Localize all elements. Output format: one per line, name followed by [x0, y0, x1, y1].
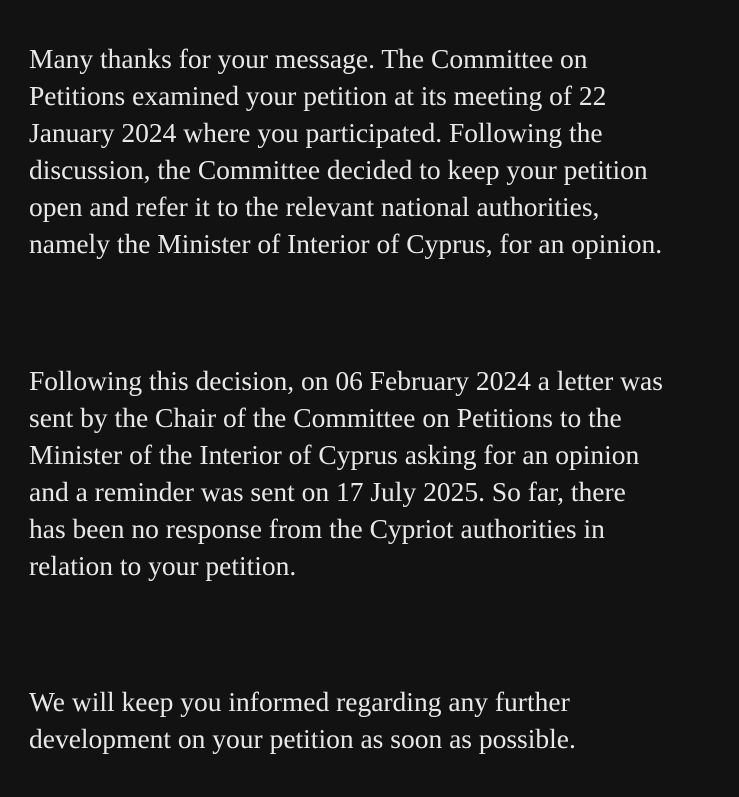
text-line: Petitions examined your petition at its meeting of 22: [29, 80, 607, 111]
text-line: open and refer it to the relevant national authorities,: [29, 191, 600, 222]
text-line: has been no response from the Cypriot authorities in: [29, 513, 605, 544]
text-line: January 2024 where you participated. Following the: [29, 117, 603, 148]
paragraph-committee-examination: [29, 40, 719, 262]
message-body: [29, 40, 719, 757]
text-line: namely the Minister of Interior of Cyprus, for an opinion.: [29, 228, 663, 259]
text-line: relation to your petition.: [29, 550, 297, 581]
text-line: discussion, the Committee decided to keep your petition: [29, 154, 648, 185]
text-line: Minister of the Interior of Cyprus asking for an opinion: [29, 439, 640, 470]
text-line: sent by the Chair of the Committee on Petitions to the: [29, 402, 622, 433]
paragraph-keep-informed: [29, 683, 719, 757]
text-line: development on your petition as soon as possible.: [29, 723, 576, 754]
text-line: Many thanks for your message. The Committee on: [29, 43, 588, 74]
text-line: and a reminder was sent on 17 July 2025. So far, there: [29, 476, 626, 507]
text-line: We will keep you informed regarding any further: [29, 686, 570, 717]
paragraph-letter-sent: [29, 362, 719, 584]
text-line: Following this decision, on 06 February 2024 a letter was: [29, 365, 663, 396]
